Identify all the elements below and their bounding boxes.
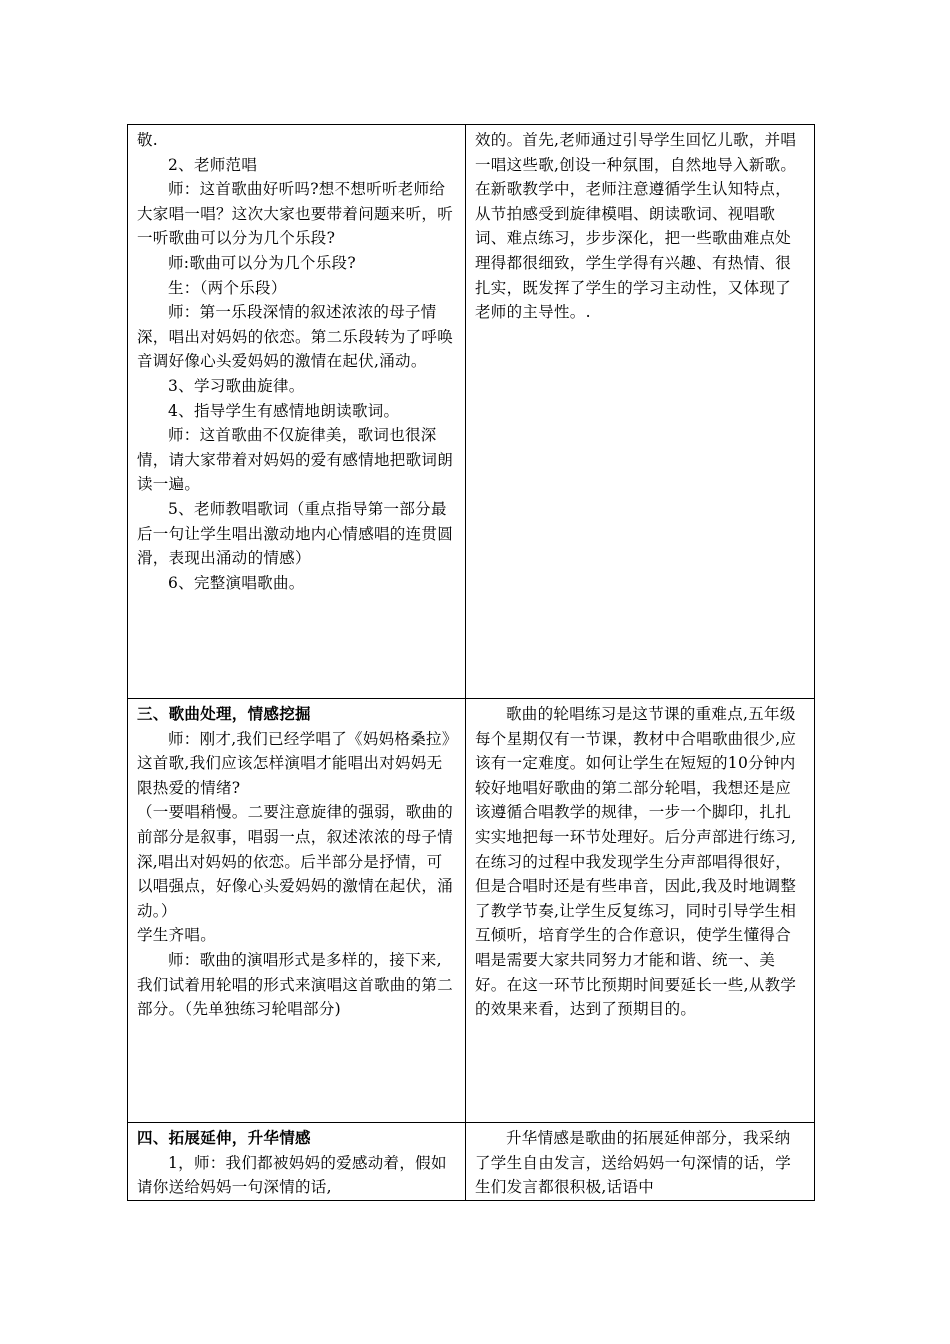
- table-row: [128, 1123, 815, 1201]
- teaching-process-cell: [128, 1123, 466, 1201]
- paragraph: 学生齐唱。: [137, 926, 217, 945]
- reflection-cell: [466, 125, 815, 699]
- teaching-process-cell: [128, 125, 466, 699]
- paragraph: 升华情感是歌曲的拓展延伸部分，我采纳了学生自由发言，送给妈妈一句深情的话，学生们发言都很积极,话语中: [475, 1129, 792, 1197]
- paragraph: 6、完整演唱歌曲。: [168, 573, 305, 592]
- paragraph: 效的。首先,老师通过引导学生回忆儿歌，并唱一唱这些歌,创设一种氛围，自然地导入新歌。在新歌教学中，老师注意遵循学生认知特点，从节拍感受到旋律模唱、朗读歌词、视唱歌词、难点练习，步步深化，把一些歌曲难点处理得都很细致，学生学得有兴趣、有热情、很扎实，既发挥了学生的学习主动性，又体现了老师的主导性。.: [475, 131, 797, 322]
- paragraph: 师：这首歌曲好听吗?想不想听听老师给大家唱一唱？这次大家也要带着问题来听，听一听歌曲可以分为几个乐段?: [137, 180, 454, 248]
- table-row: [128, 699, 815, 1123]
- section-heading: 三、歌曲处理，情感挖掘: [137, 704, 311, 723]
- section-heading: 四、拓展延伸，升华情感: [137, 1128, 311, 1147]
- table-row: [128, 125, 815, 699]
- paragraph: 歌曲的轮唱练习是这节课的重难点,五年级每个星期仅有一节课，教材中合唱歌曲很少,应该有一定难度。如何让学生在短短的10分钟内较好地唱好歌曲的第二部分轮唱，我想还是应该遵循合唱教学的规律，一步一个脚印，扎扎实实地把每一环节处理好。后分声部进行练习,在练习的过程中我发现学生分声部唱得很好，但是合唱时还是有些串音，因此,我及时地调整了教学节奏,让学生反复练习，同时引导学生相互倾听，培育学生的合作意识，使学生懂得合唱是需要大家共同努力才能和谐、统一、美好。在这一环节比预期时间要延长一些,从教学的效果来看，达到了预期目的。: [475, 705, 797, 1019]
- paragraph: 师:歌曲可以分为几个乐段?: [168, 253, 356, 272]
- paragraph: 5、老师教唱歌词（重点指导第一部分最后一句让学生唱出激动地内心情感唱的连贯圆滑，表现出涌动的情感）: [137, 499, 454, 568]
- reflection-cell: [466, 699, 815, 1123]
- paragraph: 生：（两个乐段）: [168, 278, 287, 297]
- paragraph: 1，师：我们都被妈妈的爱感动着，假如请你送给妈妈一句深情的话,: [137, 1153, 447, 1197]
- paragraph: 3、学习歌曲旋律。: [168, 376, 305, 395]
- reflection-cell: [466, 1123, 815, 1201]
- paragraph: 4、指导学生有感情地朗读歌词。: [168, 401, 400, 420]
- paragraph: 师：第一乐段深情的叙述浓浓的母子情深，唱出对妈妈的依恋。第二乐段转为了呼唤音调好像心头爱妈妈的激情在起伏,涌动。: [137, 303, 454, 371]
- paragraph: 师：这首歌曲不仅旋律美，歌词也很深情，请大家带着对妈妈的爱有感情地把歌词朗读一遍。: [137, 426, 454, 494]
- teaching-process-cell: [128, 699, 466, 1123]
- paragraph: 2、老师范唱: [168, 155, 258, 174]
- lesson-table: [127, 124, 815, 1201]
- paragraph: 师：歌曲的演唱形式是多样的，接下来,我们试着用轮唱的形式来演唱这首歌曲的第二部分。（先单独练习轮唱部分): [137, 950, 454, 1019]
- paragraph: （一要唱稍慢。二要注意旋律的强弱，歌曲的前部分是叙事，唱弱一点，叙述浓浓的母子情深,唱出对妈妈的依恋。后半部分是抒情，可以唱强点，好像心头爱妈妈的激情在起伏，涌动。）: [137, 803, 454, 920]
- paragraph: 师：刚才,我们已经学唱了《妈妈格桑拉》这首歌,我们应该怎样演唱才能唱出对妈妈无限热爱的情绪?: [137, 729, 450, 797]
- paragraph: 敬.: [137, 131, 159, 149]
